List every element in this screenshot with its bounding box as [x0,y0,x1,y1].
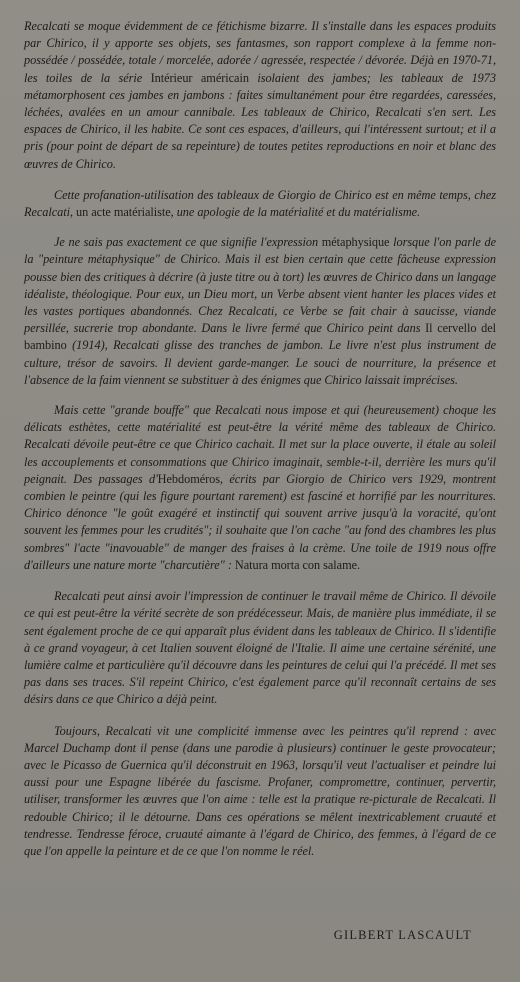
text-run: (1914), Recalcati glisse des tranches de jambon. Le livre n'est plus instrument de culture, trésor de savoirs. Il devient garde-manger. Le souci de nourriture, la présence et l'absence de la faim viennent se substituer à des énigmes que Chirico laissait imprécises. [24,338,496,387]
text-run: Toujours, Recalcati vit une complicité immense avec les peintres qu'il reprend : avec Marcel Duchamp dont il pense (dans une parodie à plusieurs) continuer le geste provocateur; avec le Picasso de Guernica qu'il déconstruit en 1963, lorsqu'il veut l'actualiser et peindre lui aussi pour une Espagne libérée du fascisme. Profaner, compromettre, continuer, pervertir, utiliser, transformer les œuvres que l'on aime : telle est la pratique re-picturale de Recalcati. Il redouble Chirico; il le détourne. Dans ces opérations se mêlent inextricablement cruauté et tendresse. Tendresse féroce, cruauté aimante à l'égard de Chirico, des femmes, à l'égard de ce que l'on appelle la peinture et de ce que l'on nomme le réel. [24,723,496,858]
text-run: Je ne sais pas exactement ce que signifie l'expression [54,235,322,250]
artwork-title: Il cervello del bambino [24,321,496,353]
text-run: Recalcati se moque évidemment de ce fétichisme bizarre. Il s'installe dans les espaces produits par Chirico, il y apporte ses objets, ses fantasmes, son rapport complexe à la femme non-possédée / possédée, totale / morcelée, adorée / agressée, respectée / dévorée. Déjà en 1970-71, les toiles de la série [24,19,496,85]
text-run: Cette profanation-utilisation des tableaux de Giorgio de Chirico est en même temps, chez Recalcati, [24,187,496,220]
text-run: , écrits par Giorgio de Chirico vers 1929, montrent combien le peintre (qui les figure pourtant rarement) est fasciné et horrifié par les nourritures. Chirico dénonce "le goût exagéré et instinctif qui souvent arrive jusqu'à la voracité, qu'ont souvent les femmes pour les crudités"; il souhaite que l'on cache "au fond des chambres les plus sombres" l'acte "inavouable" de manger des fraises à la crème. Une toile de 1919 nous offre d'ailleurs une nature morte "charcutière" : [24,471,496,572]
emphasis-roman: un acte matérialiste [76,205,171,220]
text-run: , une apologie de la matérialité et du matérialisme. [170,205,421,220]
book-title: Hebdoméros [157,471,221,486]
paragraph [24,402,496,574]
paragraph [24,234,496,389]
text-run: Recalcati peut ainsi avoir l'impression de continuer le travail même de Chirico. Il dévoile ce qui est peut-être la vérité secrète de son prédécesseur. Mais, de manière plus immédiate, il se sent également proche de ce qui apparaît plus évident dans les tableaux de Chirico. Il s'identifie à ce grand voyageur, à cet Italien souvent éloigné de l'Italie. Il aime une certaine sérénité, une lumière calme et particulière qu'il découvre dans les peintures de celui qui l'a précédé. Il met ses pas dans ses traces. S'il repeint Chirico, c'est également parce qu'il reconnaît certains de ses désirs dans ce que Chirico a déjà peint. [24,589,496,707]
author-signature: GILBERT LASCAULT [333,928,472,942]
paragraph [24,18,496,173]
paragraph [24,588,496,708]
emphasis-roman: métaphysique [321,235,390,250]
text-run: lorsque l'on parle de la "peinture métaphysique" de Chirico. Mais il est bien certain que cette fâcheuse expression pousse bien des critiques à décrire (à juste titre ou à tort) les œuvres de Chirico dans un langage idéaliste, théologique. Pour eux, un Dieu mort, un Verbe absent vient hanter les places vides et les vastes portiques abandonnés. Chez Recalcati, ce Verbe se fait chair à saucisse, viande persillée, sucrerie trop abondante. Dans le livre fermé que Chirico peint dans [24,235,496,336]
paragraph [24,723,496,861]
paragraph [24,187,496,221]
artwork-title: Intérieur américain [150,70,249,85]
text-run: isolaient des jambes; les tableaux de 1973 métamorphosent ces jambes en jambons : faites simultanément pour être regardées, caressées, léchées, avalées en un amour cannibale. Les tableaux de Chirico, Recalcati s'en sert. Les espaces de Chirico, il les habite. Ce sont ces espaces, d'ailleurs, qui l'intéressent surtout; et il a pris (pour point de départ de sa repeinture) de toutes petites reproductions en noir et blanc des œuvres de Chirico. [24,70,496,171]
text-run: Mais cette "grande bouffe" que Recalcati nous impose et qui (heureusement) choque les délicats esthètes, cette matérialité est peut-être la vérité même des tableaux de Chirico. Recalcati dévoile peut-être ce que Chirico cachait. Il met sur la place ouverte, il étale au soleil les accouplements et consommations que Chirico imaginait, semble-t-il, derrière les murs qu'il peignait. Des passages d' [24,403,496,486]
artwork-title: Natura morta con salame. [234,557,361,572]
